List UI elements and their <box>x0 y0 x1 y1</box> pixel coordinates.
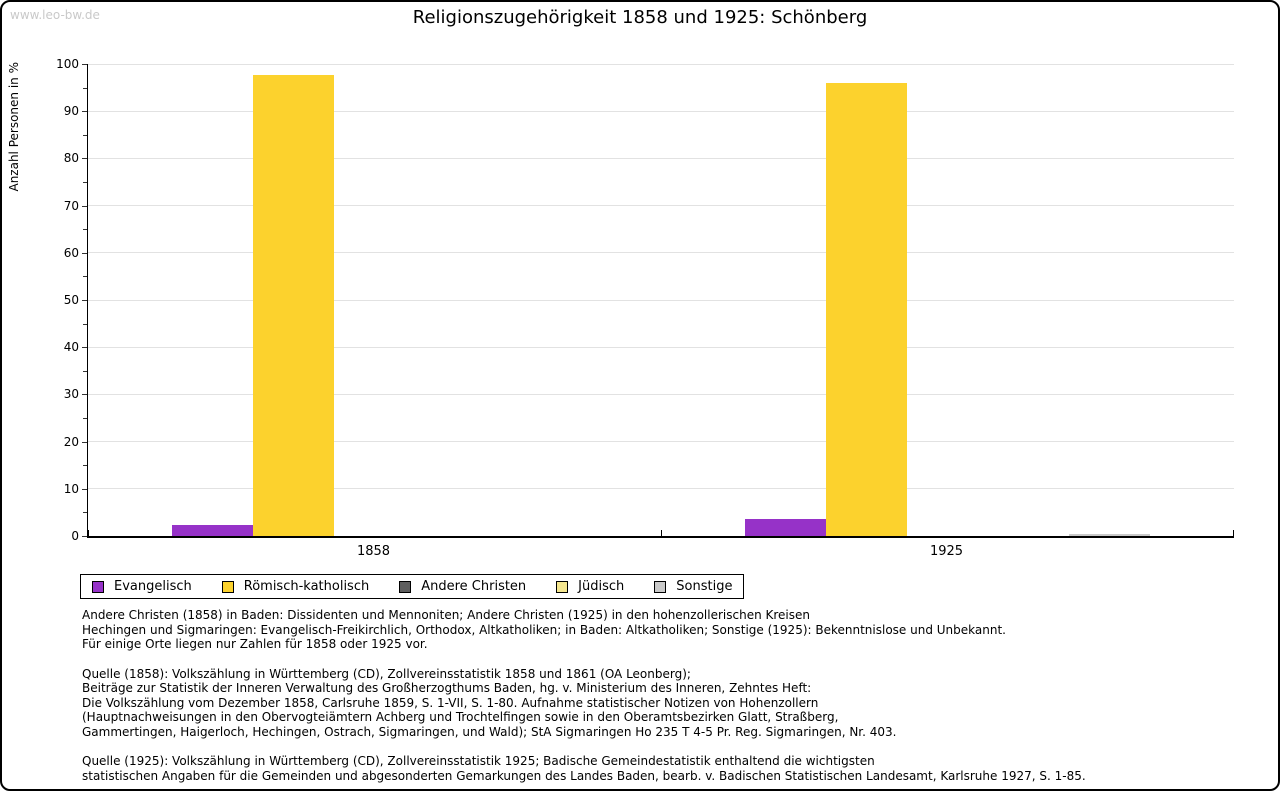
y-tick-label-10: 10 <box>63 481 79 496</box>
legend-label: Evangelisch <box>114 579 192 594</box>
y-major-tick-80 <box>82 158 87 159</box>
y-minor-tick-45 <box>83 324 87 325</box>
footnote-line: Gammertingen, Haigerloch, Hechingen, Ostrach, Sigmaringen, und Wald); StA Sigmaringen Ho 235 T 4-5 Pr. Reg. Sigmaringen, Nr. 403. <box>82 724 897 739</box>
y-minor-tick-75 <box>83 182 87 183</box>
y-axis-title: Anzahl Personen in % <box>7 62 21 192</box>
footnotes <box>82 608 1086 791</box>
y-minor-tick-5 <box>83 512 87 513</box>
legend-item-Evangelisch <box>92 579 192 594</box>
y-tick-label-30: 30 <box>63 387 79 402</box>
footnote-line: Die Volkszählung vom Dezember 1858, Carlsruhe 1859, S. 1-VII, S. 1-80. Aufnahme statistischer Notizen von Hohenzollern <box>82 695 819 710</box>
y-minor-tick-55 <box>83 276 87 277</box>
chart-title: Religionszugehörigkeit 1858 und 1925: Schönberg <box>412 7 868 28</box>
y-minor-tick-85 <box>83 135 87 136</box>
x-tick-label-1925: 1925 <box>929 544 964 559</box>
y-major-tick-30 <box>82 394 87 395</box>
bar-1925-Evangelisch <box>745 519 826 536</box>
legend-item-Römisch-katholisch <box>222 579 369 594</box>
footnote-line: Für einige Orte liegen nur Zahlen für 1858 oder 1925 vor. <box>82 637 428 651</box>
y-major-tick-100 <box>82 64 87 65</box>
y-tick-label-0: 0 <box>71 529 79 543</box>
y-tick-label-60: 60 <box>63 245 79 260</box>
legend-item-Jüdisch <box>556 579 624 594</box>
legend-label: Römisch-katholisch <box>243 579 370 594</box>
legend-swatch-icon <box>654 581 666 593</box>
legend-swatch-icon <box>222 581 234 593</box>
y-minor-tick-25 <box>83 418 87 419</box>
y-tick-label-20: 20 <box>63 434 79 449</box>
footnote-line: statistischen Angaben für die Gemeinden und abgesonderten Gemarkungen des Landes Baden, bearb. v. Badischen Statistischen Landesamt, Karlsruhe 1927, S. 1-85. <box>82 768 1086 783</box>
bar-1858-Evangelisch <box>172 525 253 536</box>
x-boundary-tick-0 <box>88 530 89 536</box>
y-major-tick-40 <box>82 347 87 348</box>
y-minor-tick-35 <box>83 371 87 372</box>
x-boundary-tick-2 <box>1233 530 1234 536</box>
y-minor-tick-65 <box>83 229 87 230</box>
y-tick-label-50: 50 <box>63 293 79 307</box>
footnote-line: Quelle (1925): Volkszählung in Württemberg (CD), Zollvereinsstatistik 1925; Badische Gemeindestatistik enthaltend die wichtigsten <box>82 754 875 768</box>
y-major-tick-20 <box>82 442 87 443</box>
footnote-line: Quelle (1858): Volkszählung in Württemberg (CD), Zollvereinsstatistik 1858 und 1861 (OA Leonberg); <box>82 666 691 681</box>
footnote-line: Hechingen und Sigmaringen: Evangelisch-Freikirchlich, Orthodox, Altkatholiken; in Baden: Altkatholiken; Sonstige (1925): Bekenntnislose und Unbekannt. <box>82 622 1006 637</box>
footnote-paragraph-2 <box>82 667 1086 740</box>
bar-1925-Römisch-katholisch <box>826 83 907 536</box>
y-minor-tick-15 <box>83 465 87 466</box>
y-major-tick-60 <box>82 253 87 254</box>
footnote-paragraph-1 <box>82 608 1086 652</box>
bar-1925-Sonstige <box>1069 534 1150 536</box>
y-tick-label-80: 80 <box>63 151 79 166</box>
legend-label: Andere Christen <box>421 579 527 594</box>
footnote-line: Beiträge zur Statistik der Inneren Verwaltung des Großherzogthums Baden, hg. v. Ministerium des Inneren, Zehntes Heft: <box>82 681 812 695</box>
legend <box>80 574 744 599</box>
x-tick-label-1858: 1858 <box>356 544 391 559</box>
legend-label: Sonstige <box>676 579 733 594</box>
x-boundary-tick-1 <box>661 530 662 536</box>
y-major-tick-0 <box>82 536 87 537</box>
bar-1858-Römisch-katholisch <box>253 75 334 536</box>
y-major-tick-90 <box>82 111 87 112</box>
legend-swatch-icon <box>556 581 568 593</box>
footnote-line: (Hauptnachweisungen in den Obervogteiämtern Achberg und Trochtelfingen sowie in den Oberamtsbezirken Glatt, Straßberg, <box>82 710 839 724</box>
legend-label: Jüdisch <box>578 579 625 594</box>
footnote-paragraph-3 <box>82 754 1086 783</box>
legend-item-Sonstige <box>654 579 732 594</box>
legend-swatch-icon <box>399 581 411 593</box>
y-major-tick-10 <box>82 489 87 490</box>
y-tick-label-40: 40 <box>63 340 79 355</box>
plot-area <box>87 64 1234 538</box>
legend-item-Andere Christen <box>399 579 526 594</box>
y-major-tick-70 <box>82 206 87 207</box>
legend-swatch-icon <box>92 581 104 593</box>
footnote-line: Andere Christen (1858) in Baden: Dissidenten und Mennoniten; Andere Christen (1925) in den hohenzollerischen Kreisen <box>82 608 810 622</box>
y-major-tick-50 <box>82 300 87 301</box>
y-tick-label-90: 90 <box>63 104 79 119</box>
gridline-100 <box>88 64 1234 65</box>
y-minor-tick-95 <box>83 88 87 89</box>
y-tick-label-70: 70 <box>63 198 79 213</box>
y-tick-label-100: 100 <box>56 57 79 71</box>
watermark: www.leo-bw.de <box>10 8 100 22</box>
